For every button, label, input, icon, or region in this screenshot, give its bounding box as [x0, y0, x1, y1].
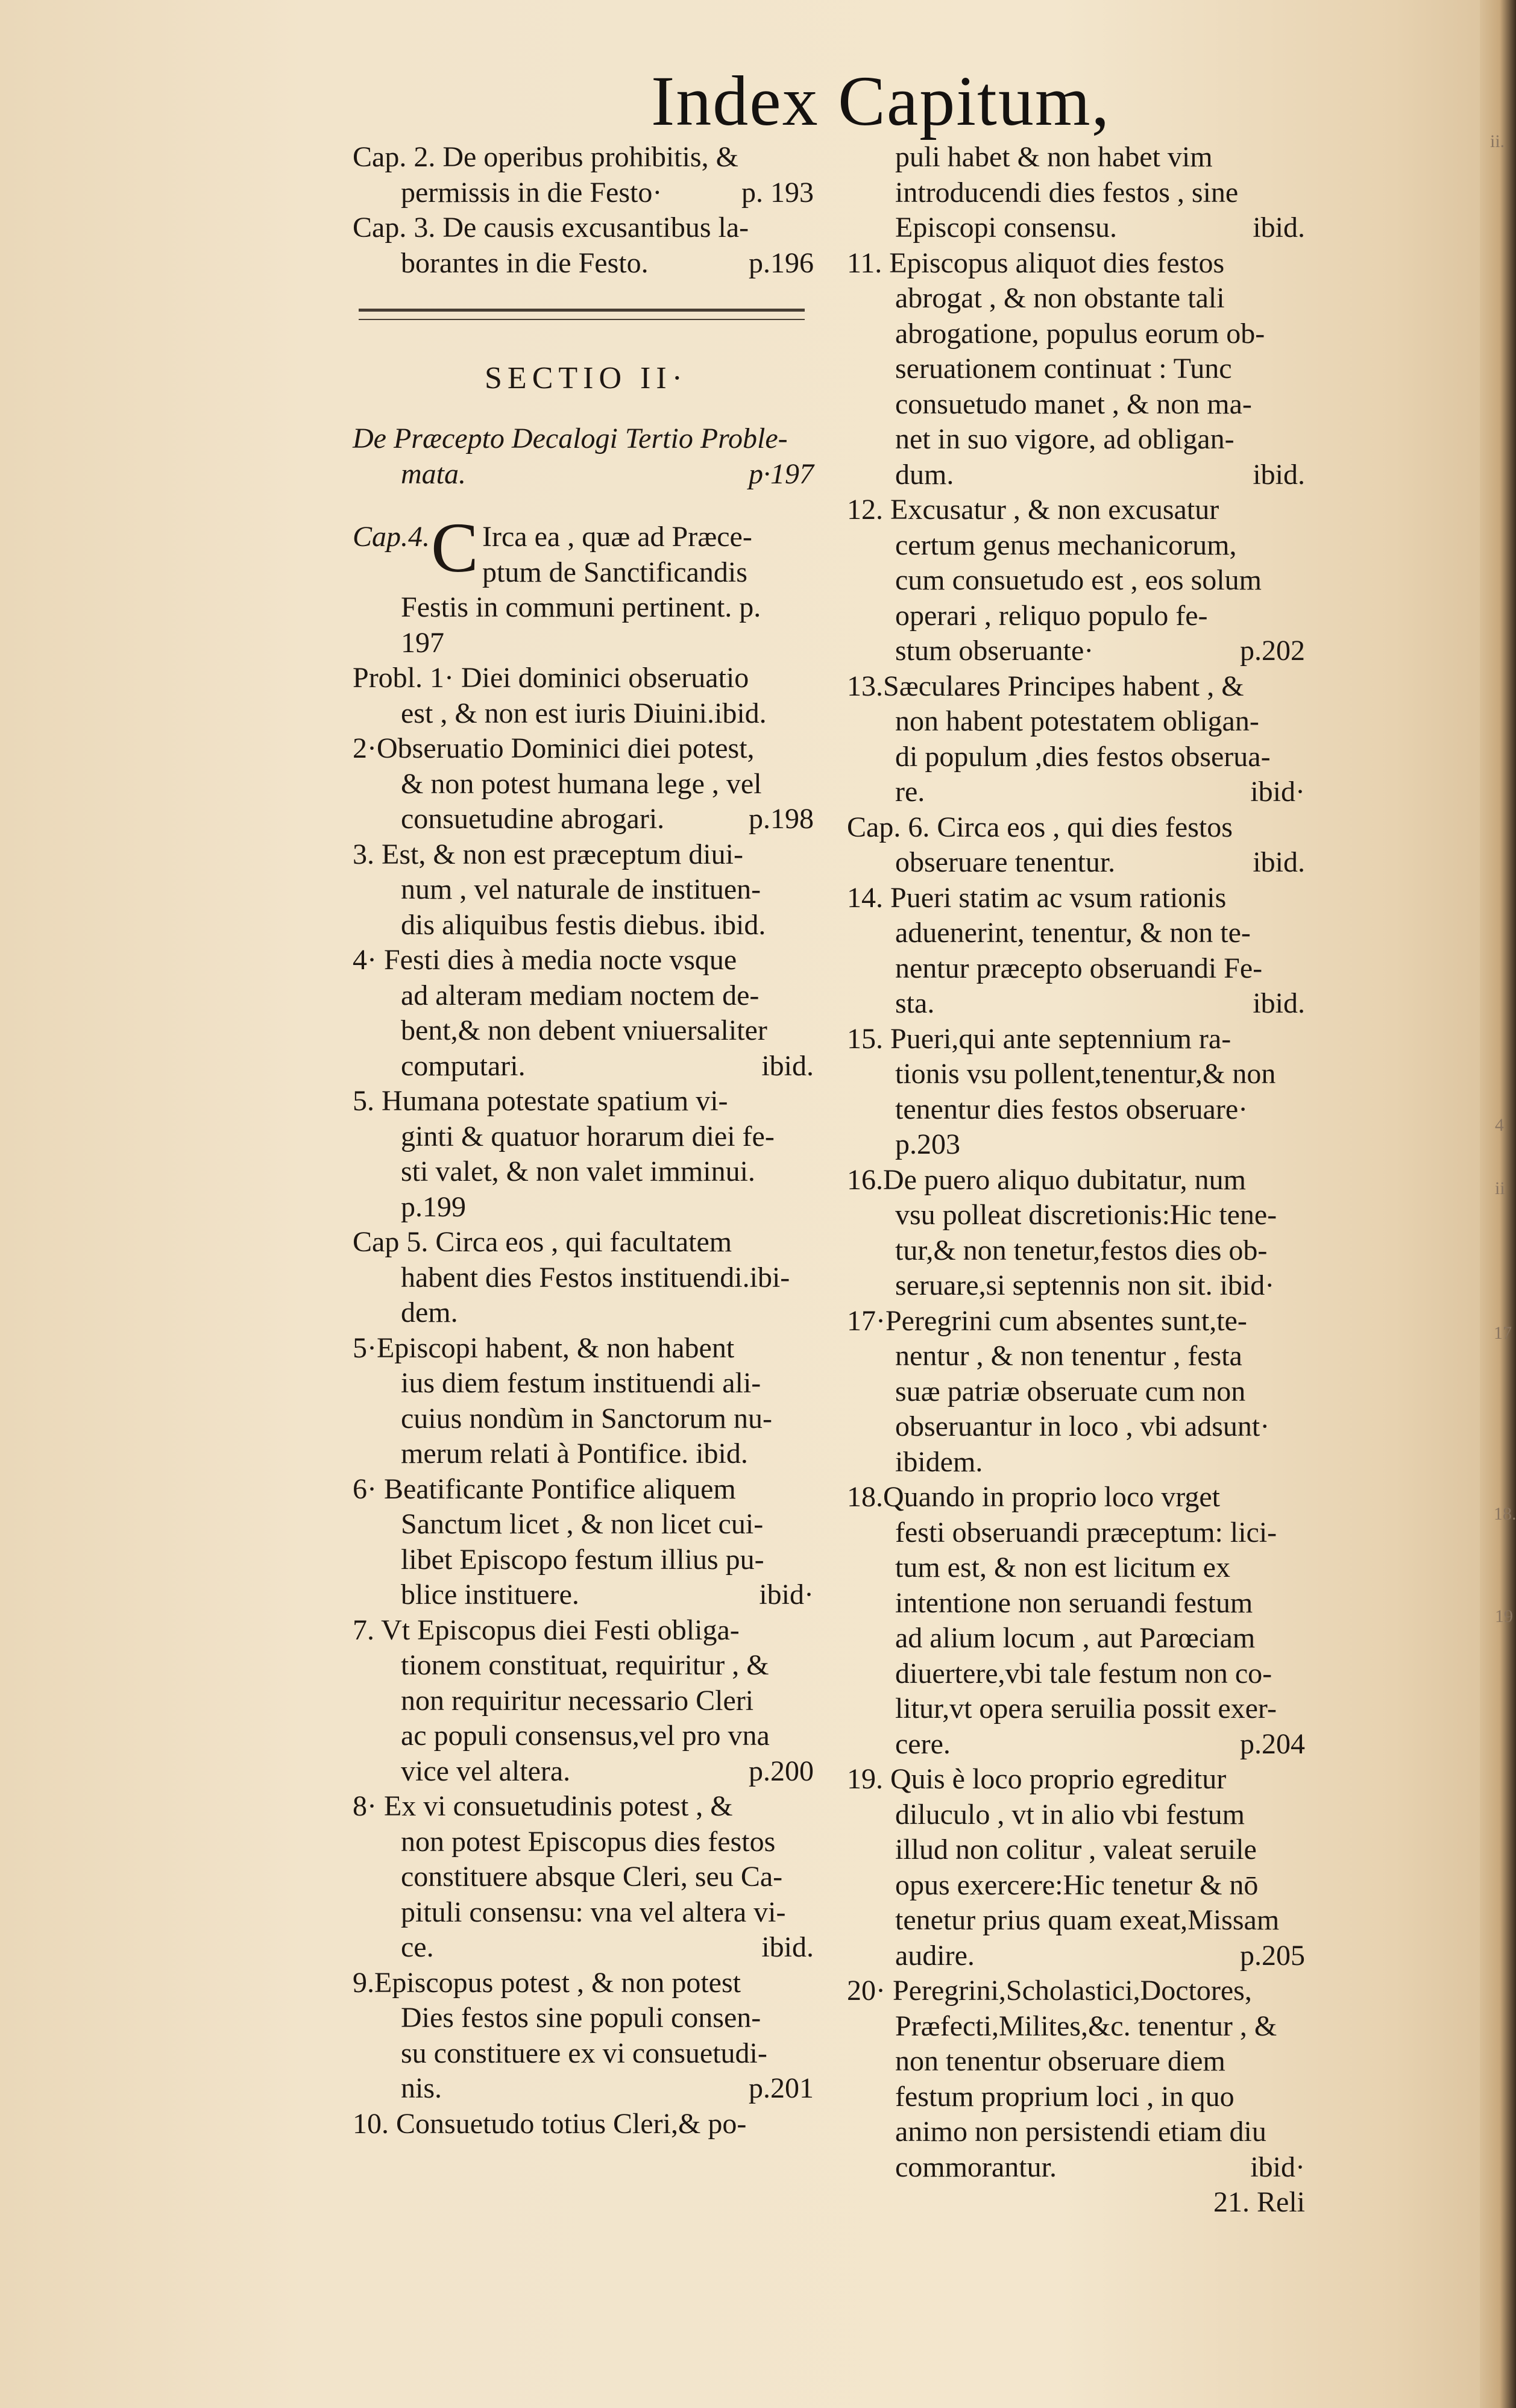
index-line: nentur , & non tenentur , festa [895, 1340, 1242, 1372]
index-line: tenentur dies festos obseruare· [895, 1093, 1248, 1125]
page-title: Index Capitum, [651, 61, 1111, 140]
index-line: permissis in die Festo· p. 193 [353, 175, 820, 211]
index-line: ad alium locum , aut Parœciam [895, 1622, 1256, 1654]
page-ref: p.203 [895, 1128, 960, 1160]
index-line: obseruantur in loco , vbi adsunt· [895, 1410, 1270, 1442]
index-line: 20· Peregrini,Scholastici,Doctores, [847, 1975, 1252, 2007]
index-line: operari , reliquo populo fe- [895, 599, 1208, 632]
index-line: num , vel naturale de instituen- [401, 873, 761, 905]
index-line: non requiritur necessario Cleri [401, 1684, 754, 1717]
index-line: festi obseruandi præceptum: lici- [895, 1516, 1277, 1548]
index-line: pituli consensu: vna vel altera vi- [401, 1896, 786, 1928]
index-line: ius diem festum instituendi ali- [401, 1367, 761, 1399]
index-line: 13.Sæculares Principes habent , & [847, 670, 1244, 702]
index-line: festum proprium loci , in quo [895, 2080, 1235, 2113]
page-ref: p.200 [749, 1755, 814, 1787]
index-line: 2·Obseruatio Dominici diei potest, [353, 732, 755, 764]
index-line: abrogat , & non obstante tali [895, 282, 1225, 314]
index-line: 8· Ex vi consuetudinis potest , & [353, 1790, 733, 1822]
catchword: 21. Reli [1213, 2186, 1305, 2218]
index-line: Cap. 3. De causis excusantibus la- [353, 212, 749, 244]
index-line: ibidem. [895, 1445, 983, 1478]
index-line: Episcopi consensu. ibid. [847, 210, 1311, 246]
index-line: ac populi consensus,vel pro vna [401, 1720, 770, 1752]
index-line: aduenerint, tenentur, & non te- [895, 917, 1251, 949]
page-ref: p.198 [749, 803, 814, 835]
index-line: 197 [401, 626, 444, 659]
index-line: Cap. 6. Circa eos , qui dies festos [847, 811, 1233, 843]
index-line: 11. Episcopus aliquot dies festos [847, 247, 1225, 279]
index-line: tum est, & non est licitum ex [895, 1551, 1230, 1583]
index-line: su constituere ex vi consuetudi- [401, 2037, 767, 2069]
index-line: dem. [401, 1297, 458, 1328]
section-title: De Præcepto Decalogi Tertio Proble- [353, 423, 788, 454]
bleed-through-mark: 18. [1494, 1504, 1516, 1524]
index-line: vice vel altera. p.200 [353, 1754, 820, 1790]
index-line: re. ibid· [847, 775, 1311, 810]
index-line: Probl. 1· Diei dominici obseruatio [353, 662, 749, 694]
index-line: stum obseruante· p.202 [847, 633, 1311, 669]
index-line: tenetur prius quam exeat,Missam [895, 1904, 1280, 1936]
index-line: tionem constituat, requiritur , & [401, 1649, 769, 1681]
index-line: constituere absque Cleri, seu Ca- [401, 1861, 783, 1893]
page-ref: p.199 [401, 1190, 466, 1223]
index-line: 16.De puero aliquo dubitatur, num [847, 1163, 1246, 1196]
index-line: Cap 5. Circa eos , qui facultatem [353, 1226, 732, 1258]
index-line: litur,vt opera seruilia possit exer- [895, 1693, 1277, 1724]
page-ref: ibid. [761, 1049, 814, 1082]
book-spine-edge [1480, 0, 1516, 2408]
index-line: & non potest humana lege , vel [401, 767, 762, 800]
index-line: 12. Excusatur , & non excusatur [847, 494, 1219, 526]
page-ref: p·197 [749, 457, 814, 490]
index-line: nis. p.201 [353, 2071, 820, 2107]
index-line: 19. Quis è loco proprio egreditur [847, 1763, 1227, 1795]
index-line: illud non colitur , valeat seruile [895, 1834, 1257, 1866]
page-ref: ibid· [1250, 2151, 1305, 2183]
index-line: 6· Beatificante Pontifice aliquem [353, 1473, 736, 1505]
index-line: 10. Consuetudo totius Cleri,& po- [353, 2107, 747, 2140]
ornamental-rule [359, 309, 805, 320]
index-line: audire. p.205 [847, 1938, 1311, 1974]
page-ref: ibid. [761, 1931, 814, 1963]
index-line: abrogatione, populus eorum ob- [895, 317, 1265, 350]
index-line: dum. ibid. [847, 457, 1311, 493]
index-line: diluculo , vt in alio vbi festum [895, 1798, 1245, 1831]
page-ref: ibid· [1250, 776, 1305, 808]
index-line: vsu polleat discretionis:Hic tene- [895, 1199, 1277, 1231]
index-line: 4· Festi dies à media nocte vsque [353, 944, 737, 976]
index-line: computari. ibid. [353, 1049, 820, 1084]
bleed-through-mark: 19 [1495, 1606, 1513, 1626]
page-ref: p.205 [1240, 1939, 1305, 1972]
index-line: ginti & quatuor horarum diei fe- [401, 1120, 775, 1152]
index-line: tionis vsu pollent,tenentur,& non [895, 1058, 1276, 1090]
index-line: commorantur. ibid· [847, 2150, 1311, 2186]
page-ref: p.196 [749, 247, 814, 279]
page-ref: p.201 [749, 2072, 814, 2104]
index-line: cere. p.204 [847, 1727, 1311, 1762]
index-line: animo non persistendi etiam diu [895, 2116, 1266, 2148]
index-line: diuertere,vbi tale festum non co- [895, 1657, 1272, 1690]
index-line: 7. Vt Episcopus diei Festi obliga- [353, 1614, 740, 1646]
index-line: di populum ,dies festos obserua- [895, 740, 1271, 773]
index-line: cum consuetudo est , eos solum [895, 564, 1262, 596]
index-line: 14. Pueri statim ac vsum rationis [847, 881, 1227, 914]
index-line: sta. ibid. [847, 986, 1311, 1022]
index-line: ptum de Sanctificandis [482, 556, 747, 588]
index-line: ad alteram mediam noctem de- [401, 979, 760, 1011]
index-line: suæ patriæ obseruate cum non [895, 1375, 1246, 1407]
index-line: intentione non seruandi festum [895, 1586, 1253, 1619]
chapter-4-line: Cap.4. C Irca ea , quæ ad Præce- [353, 508, 752, 587]
bleed-through-mark: ii [1495, 1178, 1505, 1198]
index-line: libet Episcopo festum illius pu- [401, 1543, 764, 1576]
index-line: nentur præcepto obseruandi Fe- [895, 952, 1263, 984]
index-line: cuius nondùm in Sanctorum nu- [401, 1402, 772, 1435]
chapter-label: Cap.4. [353, 521, 430, 553]
index-line: Sanctum licet , & non licet cui- [401, 1508, 764, 1540]
index-line: 18.Quando in proprio loco vrget [847, 1481, 1221, 1513]
index-line: Præfecti,Milites,&c. tenentur , & [895, 2010, 1277, 2042]
index-line: 17·Peregrini cum absentes sunt,te- [847, 1304, 1247, 1337]
index-line: non habent potestatem obligan- [895, 705, 1259, 737]
index-line: consuetudine abrogari. p.198 [353, 802, 820, 837]
bleed-through-mark: 4 [1495, 1115, 1504, 1135]
index-line: opus exercere:Hic tenetur & nō [895, 1869, 1259, 1901]
index-line: 5·Episcopi habent, & non habent [353, 1331, 735, 1364]
index-line: 9.Episcopus potest , & non potest [353, 1966, 741, 1999]
page-ref: ibid. [1253, 212, 1305, 244]
index-line: consuetudo manet , & non ma- [895, 388, 1252, 420]
index-line: introducendi dies festos , sine [895, 176, 1239, 209]
page-ref: p.204 [1240, 1727, 1305, 1760]
drop-cap: C [431, 508, 479, 587]
index-line: merum relati à Pontifice. ibid. [401, 1438, 748, 1470]
index-line: seruare,si septennis non sit. ibid· [895, 1269, 1275, 1301]
index-line: non tenentur obseruare diem [895, 2045, 1225, 2077]
index-line: sti valet, & non valet imminui. [401, 1155, 755, 1187]
section-heading: SECTIO II· [485, 361, 688, 395]
index-line: seruationem continuat : Tunc [895, 353, 1232, 385]
page-ref: ibid. [1253, 846, 1305, 878]
left-column [353, 140, 820, 2142]
index-line: non potest Episcopus dies festos [401, 1825, 776, 1858]
index-line: ce. ibid. [353, 1930, 820, 1966]
page-ref: ibid. [1253, 987, 1305, 1019]
bleed-through-mark: 17 [1494, 1323, 1512, 1343]
index-line: habent dies Festos instituendi.ibi- [401, 1261, 790, 1294]
page-ref: p.202 [1240, 635, 1305, 667]
index-line: Festis in communi pertinent. p. [401, 591, 761, 623]
index-line: certum genus mechanicorum, [895, 529, 1237, 561]
index-line: 15. Pueri,qui ante septennium ra- [847, 1022, 1231, 1055]
index-line: 5. Humana potestate spatium vi- [353, 1085, 728, 1117]
page-ref: ibid. [1253, 458, 1305, 491]
index-line: borantes in die Festo. p.196 [353, 246, 820, 281]
section-title: mata. p·197 [353, 457, 820, 492]
index-line: puli habet & non habet vim [895, 141, 1213, 173]
index-line: 3. Est, & non est præceptum diui- [353, 838, 743, 870]
index-line: tur,& non tenetur,festos dies ob- [895, 1234, 1268, 1266]
index-line: net in suo vigore, ad obligan- [895, 423, 1235, 455]
index-line: Cap. 2. De operibus prohibitis, & [353, 141, 738, 173]
page-ref: ibid· [759, 1579, 814, 1611]
index-line: bent,& non debent vniuersaliter [401, 1014, 767, 1046]
right-column [847, 140, 1311, 2221]
index-line: dis aliquibus festis diebus. ibid. [401, 908, 766, 941]
index-line: est , & non est iuris Diuini.ibid. [401, 697, 767, 729]
index-line: Dies festos sine populi consen- [401, 2002, 761, 2034]
page-ref: p. 193 [741, 176, 814, 209]
index-line: obseruare tenentur. ibid. [847, 845, 1311, 881]
index-line: blice instituere. ibid· [353, 1577, 820, 1613]
bleed-through-mark: ii. [1490, 131, 1505, 151]
